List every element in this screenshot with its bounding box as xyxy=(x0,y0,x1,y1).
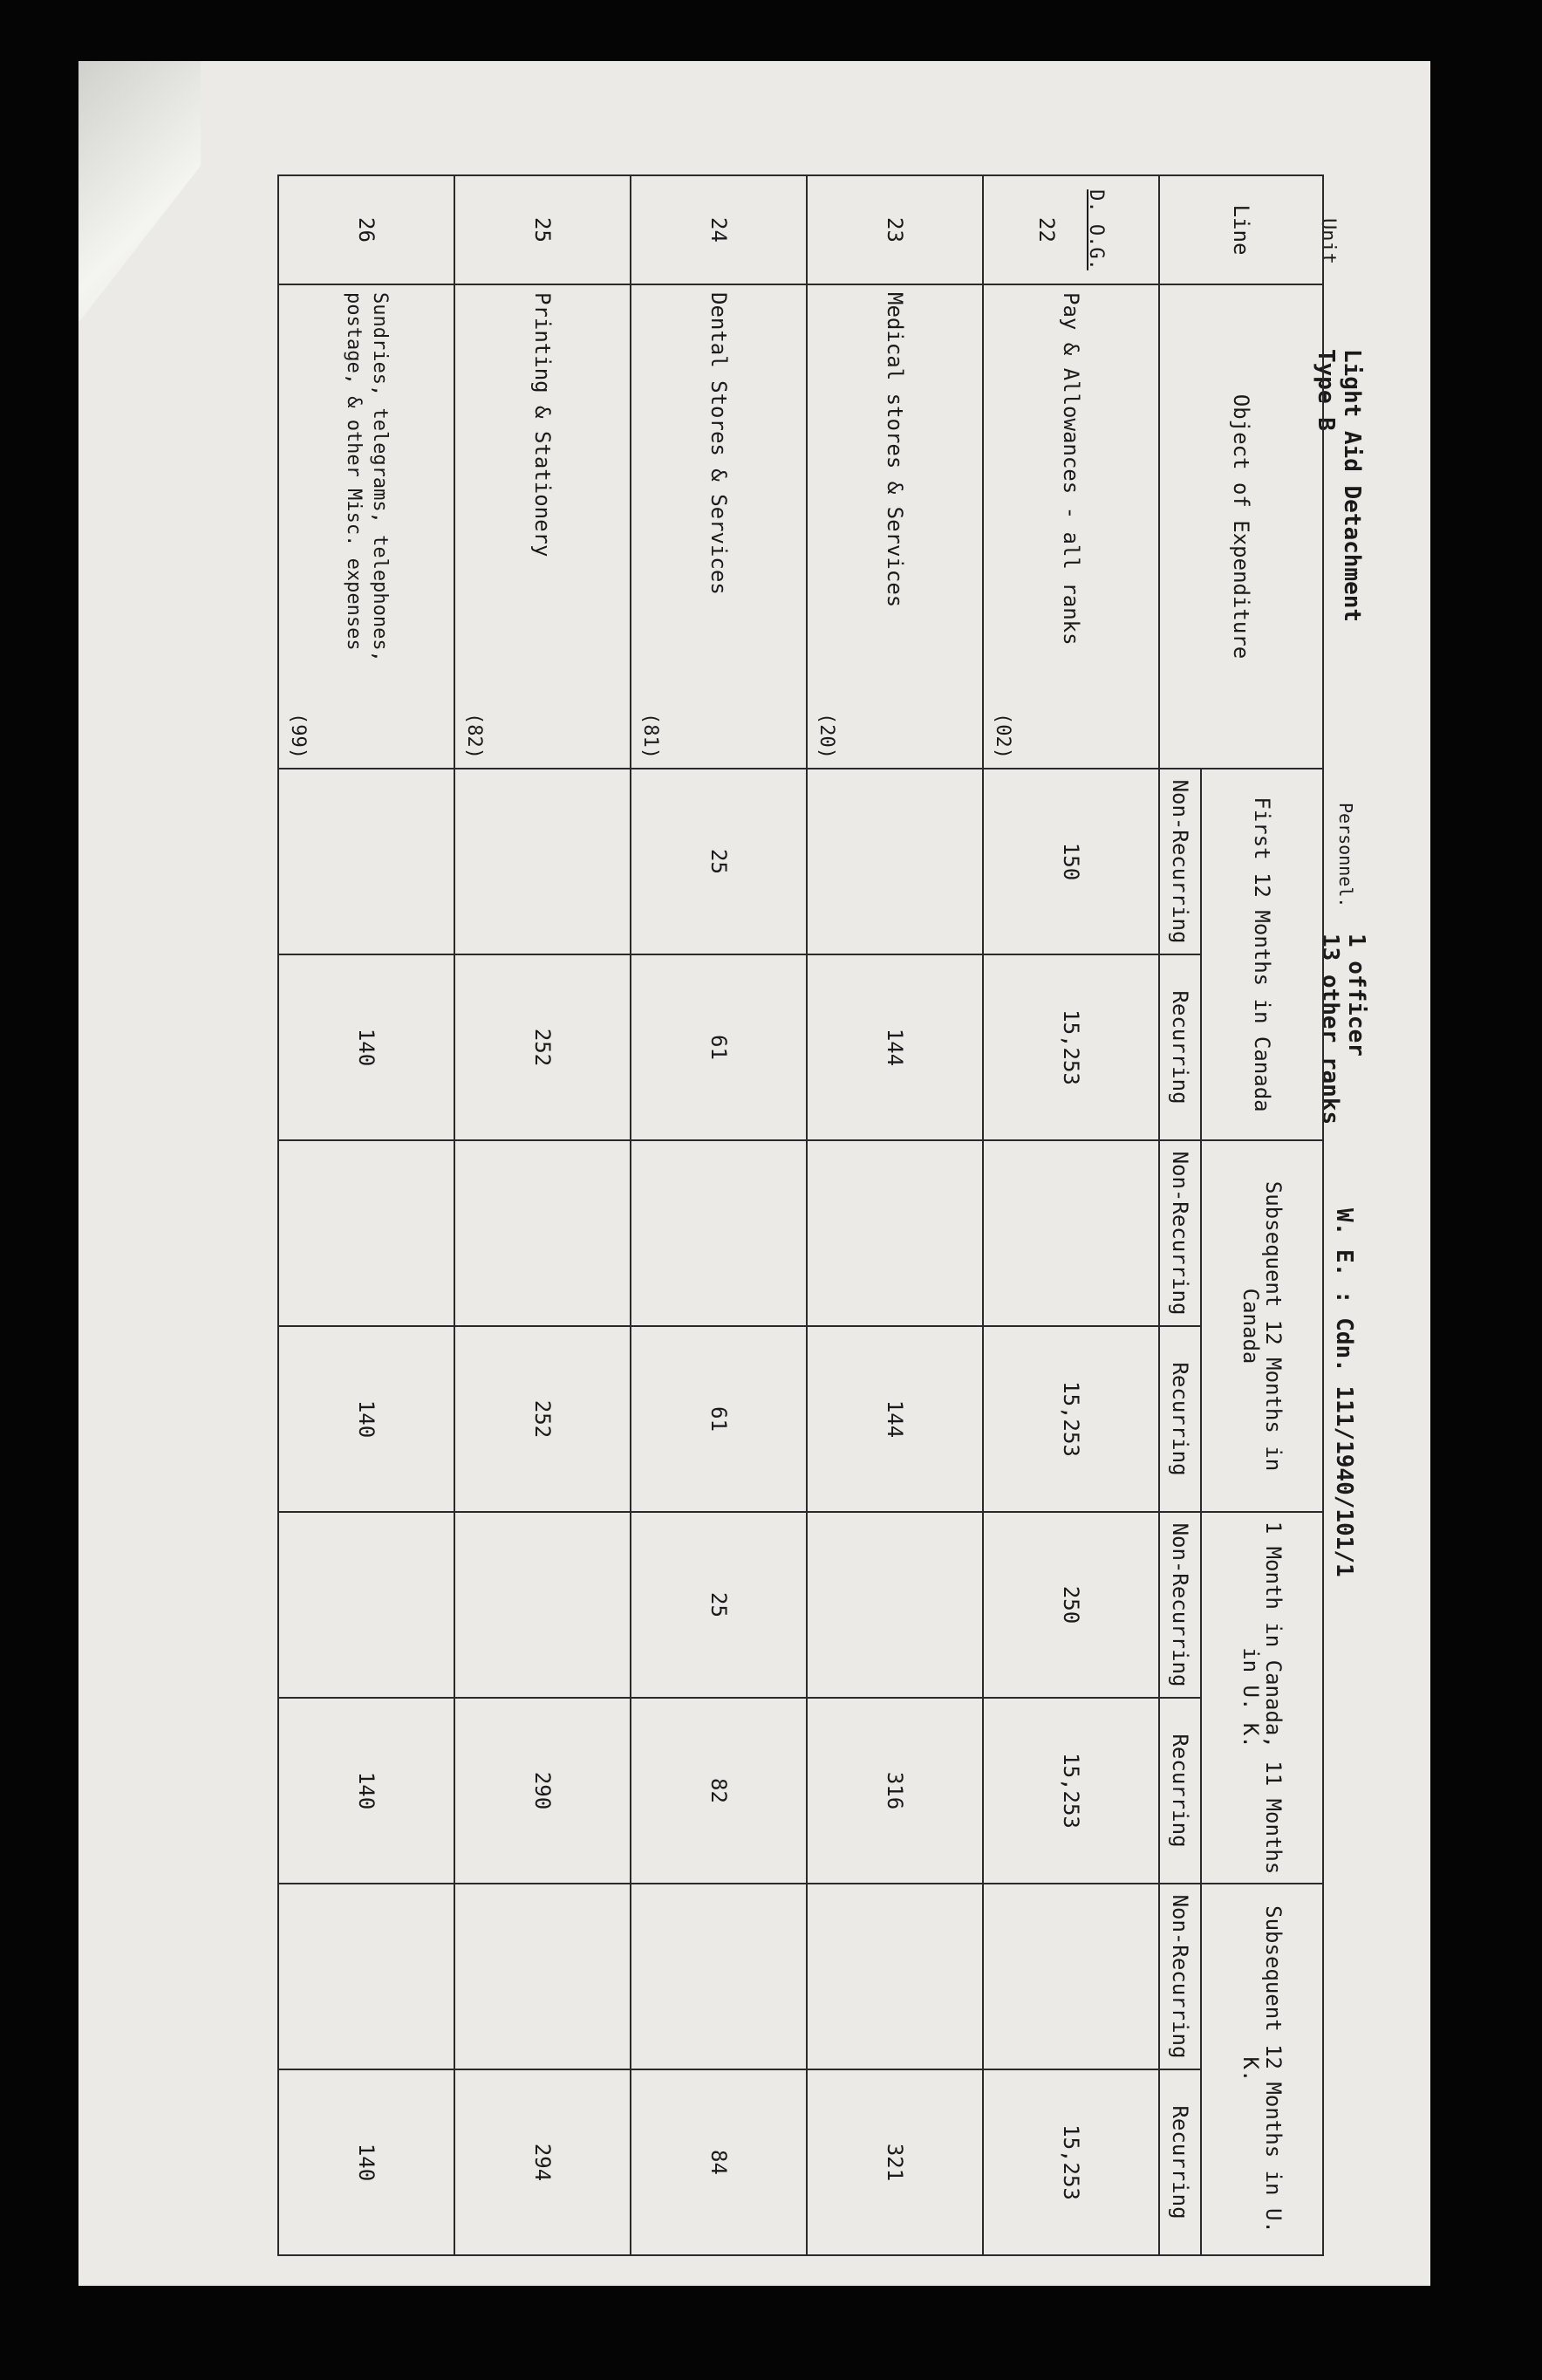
value-cell: 294 xyxy=(454,2069,631,2255)
value-cell: 25 xyxy=(631,1512,807,1698)
unit-name-line1: Light Aid Detachment xyxy=(1339,349,1365,623)
object-text: Medical stores & Services xyxy=(882,292,907,608)
value-cell: 84 xyxy=(631,2069,807,2255)
object-cell xyxy=(983,284,1159,769)
value-cell: 61 xyxy=(631,954,807,1140)
value-cell xyxy=(278,1512,454,1698)
value-cell: 252 xyxy=(454,1326,631,1512)
line-number: 22 xyxy=(1034,217,1060,243)
table-row xyxy=(807,175,983,2255)
line-header: Line xyxy=(1159,175,1323,284)
value-cell xyxy=(454,1140,631,1326)
personnel-line2: 13 other ranks xyxy=(1317,934,1343,1125)
personnel-values xyxy=(1317,934,1369,1125)
nonrecurring-header: Non-Recurring xyxy=(1159,769,1201,954)
value-cell xyxy=(983,1884,1159,2069)
object-cell xyxy=(631,284,807,769)
value-cell xyxy=(983,1140,1159,1326)
value-cell: 15,253 xyxy=(983,954,1159,1140)
unit-name-line2: Type B xyxy=(1313,349,1339,431)
rotated-content xyxy=(78,61,1430,2286)
expenditure-table xyxy=(277,174,1324,2256)
personnel-label: Personnel. xyxy=(1335,803,1356,908)
value-cell xyxy=(278,1884,454,2069)
object-code: (99) xyxy=(287,713,309,759)
group-header-3: 1 Month in Canada, 11 Months in U. K. xyxy=(1201,1512,1323,1884)
value-cell xyxy=(807,769,983,954)
object-cell xyxy=(454,284,631,769)
line-number: 25 xyxy=(454,175,631,284)
value-cell xyxy=(807,1884,983,2069)
value-cell: 144 xyxy=(807,1326,983,1512)
line-number: 26 xyxy=(278,175,454,284)
object-code: (82) xyxy=(462,713,485,759)
value-cell: 150 xyxy=(983,769,1159,954)
personnel-line1: 1 officer xyxy=(1343,934,1369,1057)
recurring-header: Recurring xyxy=(1159,1698,1201,1884)
value-cell: 140 xyxy=(278,1326,454,1512)
line-cell xyxy=(983,175,1159,284)
value-cell xyxy=(454,769,631,954)
group-header-2: Subsequent 12 Months in Canada xyxy=(1201,1140,1323,1512)
nonrecurring-header: Non-Recurring xyxy=(1159,1884,1201,2069)
value-cell: 250 xyxy=(983,1512,1159,1698)
value-cell: 290 xyxy=(454,1698,631,1884)
value-cell xyxy=(807,1140,983,1326)
object-text: Dental Stores & Services xyxy=(706,292,731,595)
value-cell xyxy=(454,1512,631,1698)
value-cell xyxy=(631,1140,807,1326)
value-cell: 144 xyxy=(807,954,983,1140)
table-row xyxy=(454,175,631,2255)
table-row xyxy=(983,175,1159,2255)
object-code: (81) xyxy=(638,713,661,759)
value-cell: 82 xyxy=(631,1698,807,1884)
object-text: Printing & Stationery xyxy=(529,292,555,557)
object-cell xyxy=(807,284,983,769)
value-cell xyxy=(454,1884,631,2069)
nonrecurring-header: Non-Recurring xyxy=(1159,1140,1201,1326)
object-code: (02) xyxy=(991,713,1013,759)
value-cell: 61 xyxy=(631,1326,807,1512)
value-cell: 140 xyxy=(278,2069,454,2255)
unit-label: Unit xyxy=(1317,218,1339,264)
recurring-header: Recurring xyxy=(1159,954,1201,1140)
value-cell xyxy=(631,1884,807,2069)
value-cell: 321 xyxy=(807,2069,983,2255)
line-number: 23 xyxy=(807,175,983,284)
value-cell: 252 xyxy=(454,954,631,1140)
table-row xyxy=(631,175,807,2255)
object-cell xyxy=(278,284,454,769)
group-header-4: Subsequent 12 Months in U. K. xyxy=(1201,1884,1323,2255)
value-cell: 25 xyxy=(631,769,807,954)
value-cell xyxy=(807,1512,983,1698)
object-code: (20) xyxy=(815,713,837,759)
value-cell: 140 xyxy=(278,1698,454,1884)
value-cell xyxy=(278,769,454,954)
object-text: Pay & Allowances - all ranks xyxy=(1058,292,1083,646)
doc-reference: D. O.G. xyxy=(1085,189,1108,270)
object-text: Sundries, telegrams, telephones, postage, & other Misc. expenses xyxy=(342,292,391,662)
value-cell: 15,253 xyxy=(983,1698,1159,1884)
line-number: 24 xyxy=(631,175,807,284)
group-header-1: First 12 Months in Canada xyxy=(1201,769,1323,1140)
value-cell xyxy=(278,1140,454,1326)
header-row-groups xyxy=(1201,175,1323,2255)
object-header: Object of Expenditure xyxy=(1159,284,1323,769)
value-cell: 140 xyxy=(278,954,454,1140)
value-cell: 15,253 xyxy=(983,2069,1159,2255)
value-cell: 316 xyxy=(807,1698,983,1884)
value-cell: 15,253 xyxy=(983,1326,1159,1512)
document-sheet xyxy=(78,61,1430,2286)
we-reference: W. E. : Cdn. 111/1940/101/1 xyxy=(1331,1208,1357,1577)
table-row xyxy=(278,175,454,2255)
recurring-header: Recurring xyxy=(1159,2069,1201,2255)
recurring-header: Recurring xyxy=(1159,1326,1201,1512)
nonrecurring-header: Non-Recurring xyxy=(1159,1512,1201,1698)
